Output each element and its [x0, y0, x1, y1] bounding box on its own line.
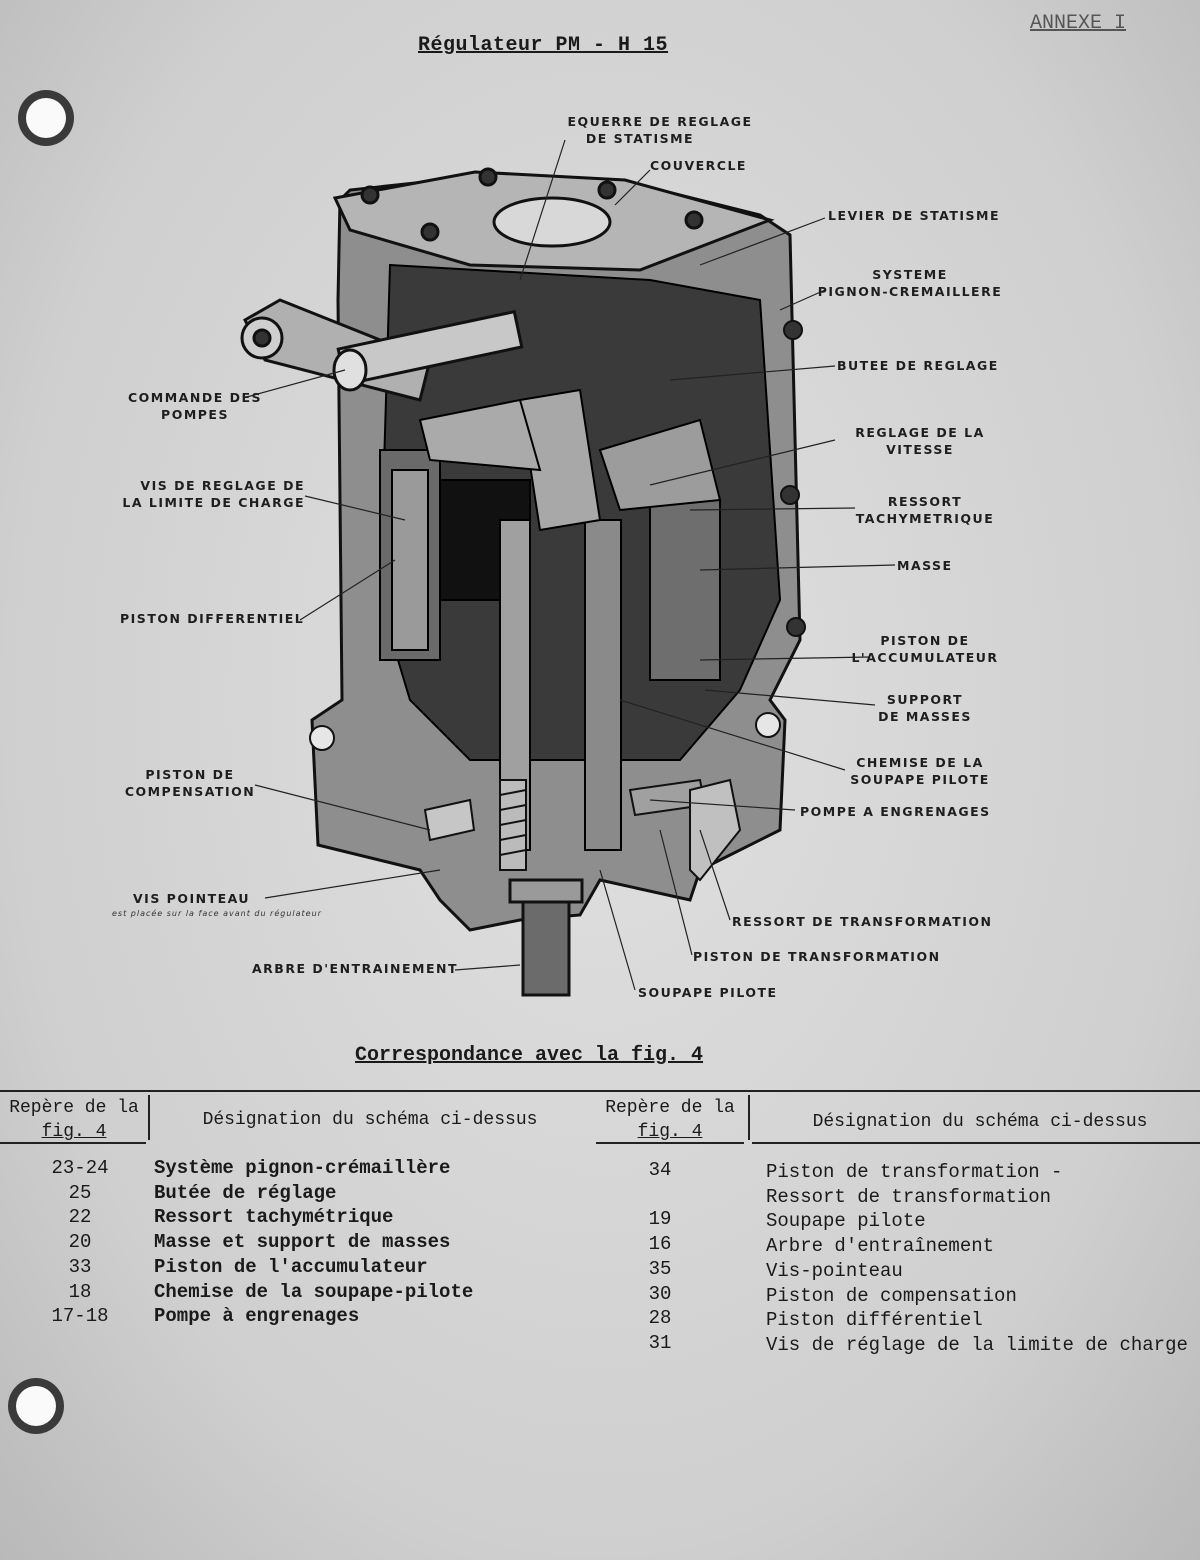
label-masse: MASSE	[897, 558, 953, 573]
label-arbre-entrainement: ARBRE D'ENTRAINEMENT	[252, 961, 458, 976]
header-underline-1	[0, 1142, 146, 1144]
header-ref-right: Repère de la fig. 4	[605, 1098, 735, 1142]
label-couvercle: COUVERCLE	[650, 158, 747, 173]
table-row-right-designation: Piston de transformation - Ressort de transformation Soupape pilote Arbre d'entraînement Vis-pointeau Piston de compensation Piston différentiel Vis de réglage de la limite de charge	[766, 1161, 1188, 1356]
annex-stamp: ANNEXE I	[1030, 12, 1127, 35]
table-title: Correspondance avec la fig. 4	[355, 1044, 704, 1067]
label-piston-compensation: PISTON DE COMPENSATION	[124, 767, 256, 799]
label-ressort-tachymetrique: RESSORT TACHYMETRIQUE	[855, 494, 995, 526]
punch-hole-bottom	[16, 1386, 56, 1426]
column-divider-left	[148, 1095, 150, 1140]
header-ref-left: Repère de la fig. 4	[9, 1098, 139, 1142]
label-commande-pompes: COMMANDE DES POMPES	[128, 390, 262, 422]
table-row-left-ref: 23-24 25 22 20 33 18 17-18	[51, 1157, 109, 1328]
label-piston-accumulateur: PISTON DE L'ACCUMULATEUR	[851, 633, 999, 665]
label-soupape-pilote: SOUPAPE PILOTE	[638, 985, 778, 1000]
label-systeme-pignon: SYSTEME PIGNON-CREMAILLERE	[817, 267, 1003, 299]
label-piston-transformation: PISTON DE TRANSFORMATION	[693, 949, 941, 964]
column-divider-right	[748, 1095, 750, 1140]
label-chemise-soupape: CHEMISE DE LA SOUPAPE PILOTE	[850, 755, 990, 787]
label-pompe-engrenages: POMPE A ENGRENAGES	[800, 804, 991, 819]
label-levier-statisme: LEVIER DE STATISME	[828, 208, 1001, 223]
table-row-left-designation: Système pignon-crémaillère Butée de réglage Ressort tachymétrique Masse et support de masses Piston de l'accumulateur Chemise de la soupape-pilote Pompe à engrenages	[154, 1157, 474, 1328]
table-row-right-ref: 34 19 16 35 30 28 31	[648, 1159, 672, 1354]
header-designation-left: Désignation du schéma ci-dessus	[202, 1110, 538, 1130]
page-title: Régulateur PM - H 15	[418, 34, 669, 57]
label-piston-differentiel: PISTON DIFFERENTIEL	[120, 611, 305, 626]
drive-shaft	[510, 880, 582, 995]
label-vis-pointeau: VIS POINTEAU	[133, 891, 251, 906]
label-vis-limite-charge: VIS DE REGLAGE DE LA LIMITE DE CHARGE	[122, 478, 305, 510]
header-underline-3	[752, 1142, 1200, 1144]
table-top-rule	[0, 1090, 1200, 1092]
label-reglage-vitesse: REGLAGE DE LA VITESSE	[855, 425, 985, 457]
label-equerre-statisme: EQUERRE DE REGLAGE DE STATISME	[567, 114, 753, 146]
label-ressort-transformation: RESSORT DE TRANSFORMATION	[732, 914, 993, 929]
label-butee-reglage: BUTEE DE REGLAGE	[837, 358, 999, 373]
label-support-masses: SUPPORT DE MASSES	[878, 692, 972, 724]
header-underline-2	[596, 1142, 744, 1144]
header-designation-right: Désignation du schéma ci-dessus	[812, 1112, 1148, 1132]
label-vis-pointeau-note: est placée sur la face avant du régulateur	[112, 909, 322, 918]
